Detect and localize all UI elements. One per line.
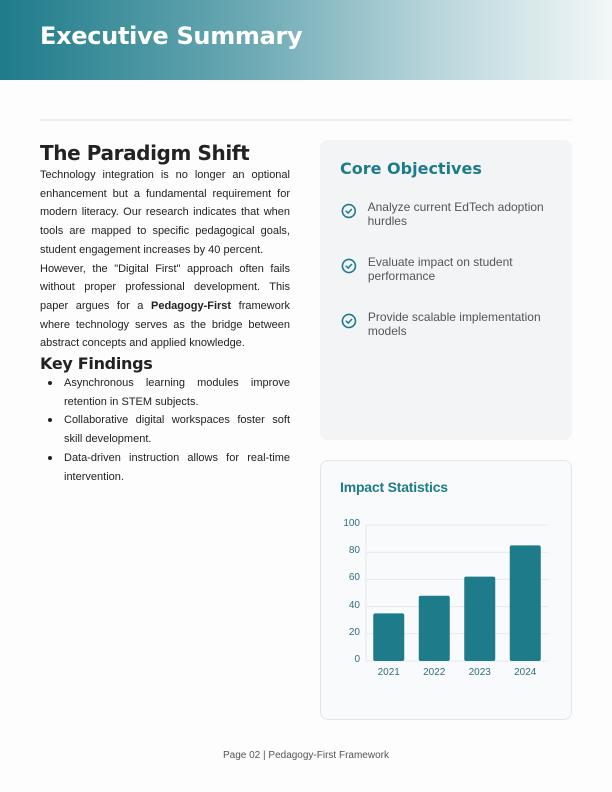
- impact-statistics-card: [320, 460, 572, 720]
- objective-text: Evaluate impact on student performance: [367, 255, 513, 283]
- divider: [40, 119, 572, 121]
- bar-chart: [321, 461, 573, 721]
- y-tick-label: 40: [348, 599, 360, 611]
- paragraph-2: [40, 260, 290, 354]
- objective-text: Analyze current EdTech adoption hurdles: [367, 200, 544, 228]
- bar-2023: [464, 577, 495, 661]
- check-circle-icon: [340, 256, 358, 276]
- y-tick-label: 20: [348, 626, 360, 638]
- check-circle-icon: [340, 311, 358, 331]
- bullet-icon: [48, 418, 52, 422]
- bar-2022: [419, 596, 450, 661]
- emphasis-text: Pedagogy-First: [151, 299, 232, 312]
- objective-text: Provide scalable implementation models: [367, 310, 541, 338]
- finding-text: Asynchronous learning modules improve retention in STEM subjects.: [64, 377, 290, 408]
- y-tick-label: 0: [354, 654, 360, 665]
- bar-2021: [373, 613, 404, 661]
- check-circle-icon: [340, 201, 358, 221]
- findings-title: Key Findings: [40, 354, 153, 374]
- finding-text: Collaborative digital workspaces foster soft skill development.: [64, 414, 290, 446]
- findings-list: [40, 374, 290, 486]
- page-footer: Page 02 | Pedagogy-First Framework: [222, 750, 389, 761]
- x-tick-label: 2023: [468, 667, 491, 678]
- x-tick-label: 2024: [514, 667, 537, 678]
- finding-text: Data-driven instruction allows for real-time intervention.: [64, 451, 290, 483]
- bar-2024: [510, 545, 541, 661]
- x-tick-label: 2022: [423, 667, 446, 678]
- bullet-icon: [48, 456, 52, 460]
- bullet-icon: [48, 381, 52, 385]
- page-header: [0, 0, 612, 80]
- list-item: [40, 411, 290, 448]
- chart-plot: [321, 461, 573, 721]
- objective-item: [340, 200, 560, 228]
- objective-item: [340, 310, 560, 338]
- y-tick-label: 60: [348, 572, 360, 584]
- page-title: Executive Summary: [40, 22, 303, 50]
- objectives-title: Core Objectives: [340, 159, 482, 178]
- x-tick-label: 2021: [377, 667, 400, 678]
- paragraph-1: Technology integration is no longer an optional enhancement but a fundamental requirement for modern literacy. Our research indicates that when tools are mapped to specific pedagogical goals, student engagement increases by 40 percent.: [40, 169, 290, 256]
- list-item: [40, 449, 290, 486]
- paragraph-2-text: However, the "Digital First" approach often fails without proper professional development. This paper argues for a: [40, 262, 290, 312]
- main-column: [40, 140, 290, 486]
- objective-item: [340, 255, 560, 283]
- section-title: The Paradigm Shift: [40, 141, 250, 165]
- list-item: [40, 374, 290, 411]
- paragraph-2-text-end: framework where technology serves as the bridge between abstract concepts and applied knowledge.: [40, 299, 290, 350]
- core-objectives-card: [320, 140, 572, 440]
- y-tick-label: 80: [348, 545, 360, 557]
- stats-title: Impact Statistics: [340, 479, 448, 495]
- y-tick-label: 100: [343, 518, 360, 529]
